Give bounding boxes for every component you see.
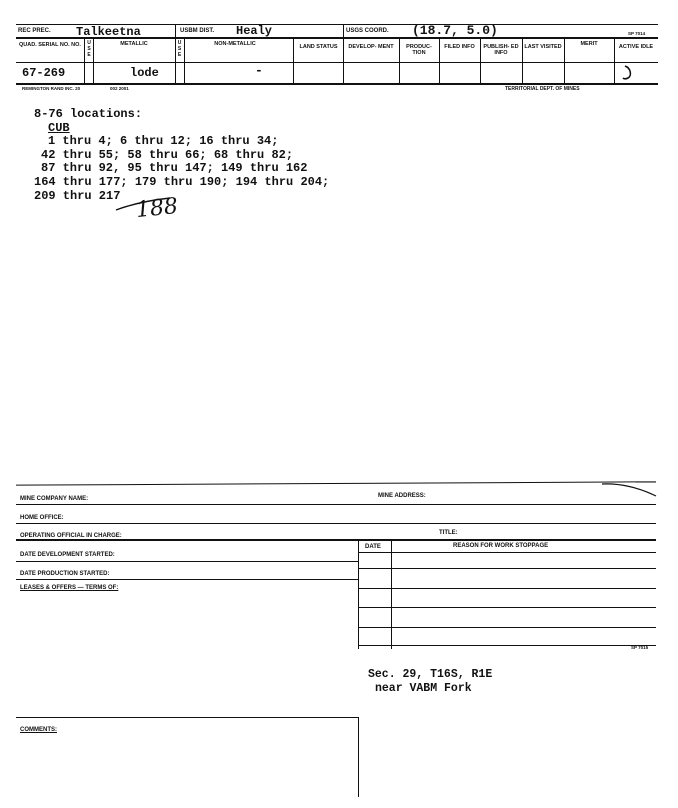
home-office-label: HOME OFFICE: <box>20 515 64 521</box>
notes-line: 164 thru 177; 179 thru 190; 194 thru 204; <box>34 174 330 189</box>
form-code-bottom: SP 7015 <box>631 645 649 650</box>
line-company <box>16 504 656 505</box>
col-development: DEVELOP- MENT <box>348 44 394 50</box>
notes-line: 1 thru 4; 6 thru 12; 16 thru 34; <box>48 134 279 149</box>
col-metallic: METALLIC <box>120 41 148 47</box>
col-filed-info: FILED INFO <box>444 44 475 50</box>
notes-line: 209 thru 217 <box>34 188 121 203</box>
active-idle-mark-icon <box>622 64 636 86</box>
leases-offers-label: LEASES & OFFERS — TERMS OF: <box>20 585 119 591</box>
line-comments <box>16 717 358 718</box>
printer-label: REMINGTON RAND INC. 20 <box>22 86 81 91</box>
rec-prec-value: Talkeetna <box>76 25 141 39</box>
location-line: Sec. 29, T16S, R1E <box>368 668 493 681</box>
date-production-started-label: DATE PRODUCTION STARTED: <box>20 571 110 577</box>
col-published-info: PUBLISH- ED INFO <box>483 44 519 56</box>
rec-prec-label: REC PREC. <box>18 28 51 34</box>
comments-label: COMMENTS: <box>20 727 57 733</box>
col-last-visited: LAST VISITED <box>524 44 562 50</box>
notes-line: 42 thru 55; 58 thru 66; 68 thru 82; <box>41 147 294 162</box>
notes-heading: 8-76 locations: <box>34 107 143 121</box>
record-metallic: lode <box>130 66 159 80</box>
stoppage-row <box>358 627 656 628</box>
col-use-metallic: U S E <box>87 40 91 58</box>
department-label: TERRITORIAL DEPT. OF MINES <box>505 86 580 92</box>
usgs-coord-label: USGS COORD. <box>346 28 389 34</box>
line-prod-started <box>16 579 358 580</box>
col-quad-serial: QUAD. SERIAL NO. NO. <box>19 42 81 48</box>
usgs-coord-value: (18.7, 5.0) <box>412 23 498 38</box>
usbm-dist-value: Healy <box>236 24 273 38</box>
mine-company-name-label: MINE COMPANY NAME: <box>20 496 89 502</box>
stoppage-row <box>358 588 656 589</box>
location-notes <box>24 108 329 203</box>
record-row-divider <box>16 62 658 63</box>
corner-stroke-icon <box>600 478 658 500</box>
stoppage-left-border <box>358 539 359 649</box>
col-use-nonmetallic: U S E <box>177 40 182 58</box>
line-dev-started <box>16 561 358 562</box>
col-active-idle: ACTIVE IDLE <box>618 44 654 50</box>
date-column-header: DATE <box>365 544 381 550</box>
record-quad-serial: 67-269 <box>22 66 66 80</box>
stoppage-row <box>358 645 656 646</box>
stoppage-row <box>358 607 656 608</box>
col-land-status: LAND STATUS <box>299 44 338 50</box>
title-label: TITLE: <box>439 530 458 536</box>
printer-codes: 002 2001 <box>110 86 129 91</box>
line-home-office <box>16 523 656 524</box>
stoppage-row <box>358 568 656 569</box>
location-line: near VABM Fork <box>375 682 472 695</box>
col-production: PRODUC- TION <box>406 44 432 56</box>
location-description <box>368 668 492 696</box>
handwritten-stroke-icon <box>114 196 174 216</box>
usbm-dist-label: USBM DIST. <box>180 28 215 34</box>
date-development-started-label: DATE DEVELOPMENT STARTED: <box>20 552 115 558</box>
col-non-metallic: NON-METALLIC <box>214 41 256 47</box>
divider-usgs <box>343 24 344 83</box>
lower-top-border <box>16 481 656 485</box>
mine-address-label: MINE ADDRESS: <box>378 493 426 499</box>
form-code-top: SP 7014 <box>628 31 646 36</box>
notes-line: 87 thru 92, 95 thru 147; 149 thru 162 <box>41 161 308 176</box>
stoppage-date-divider <box>391 539 392 649</box>
stoppage-header-line <box>358 552 656 553</box>
line-official <box>16 539 656 541</box>
record-non-metallic: - <box>255 63 263 78</box>
operating-official-label: OPERATING OFFICIAL IN CHARGE: <box>20 533 122 539</box>
handwritten-total: 188 <box>134 193 180 224</box>
reason-column-header: REASON FOR WORK STOPPAGE <box>453 543 549 549</box>
col-merit: MERIT <box>580 41 598 47</box>
comments-divider <box>358 717 359 797</box>
notes-commodity: CUB <box>48 120 70 135</box>
record-bottom-border <box>16 83 658 85</box>
